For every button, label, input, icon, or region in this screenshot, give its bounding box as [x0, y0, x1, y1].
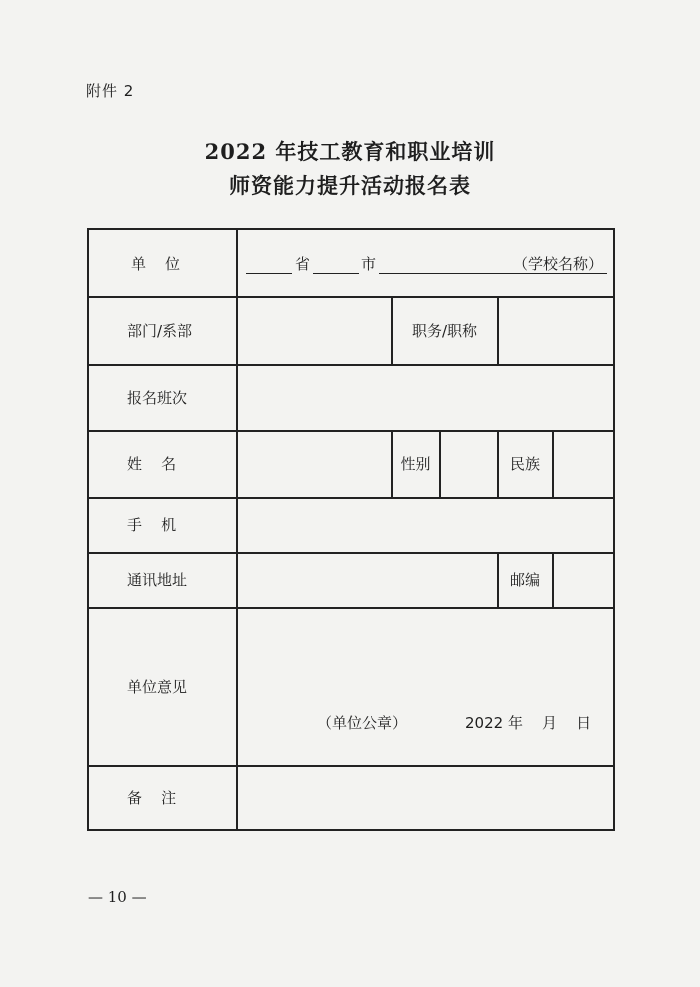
city-blank[interactable]	[313, 273, 359, 274]
mobile-field[interactable]	[237, 497, 613, 552]
postcode-field[interactable]	[553, 552, 613, 607]
document-title-line1: 2022 年技工教育和职业培训	[204, 139, 496, 164]
name-label: 姓 名	[127, 455, 177, 473]
page-number: — 10 —	[88, 888, 147, 906]
class-field[interactable]	[237, 364, 613, 430]
province-blank[interactable]	[246, 273, 292, 274]
department-field[interactable]	[237, 296, 391, 364]
gender-label: 性别	[400, 455, 431, 473]
postcode-label: 邮编	[509, 571, 540, 589]
city-suffix: 市	[361, 254, 377, 273]
registration-form-table	[87, 228, 615, 831]
remarks-label: 备 注	[127, 788, 177, 807]
address-label: 通讯地址	[127, 571, 188, 589]
date-text: 2022 年 月 日	[465, 713, 592, 732]
ethnicity-label: 民族	[509, 455, 540, 473]
opinion-field[interactable]	[237, 607, 613, 765]
ethnicity-field[interactable]	[553, 430, 613, 497]
opinion-label: 单位意见	[127, 677, 188, 696]
document-title-line2: 师资能力提升活动报名表	[229, 173, 471, 198]
attachment-label: 附件 2	[86, 82, 135, 100]
position-label: 职务/职称	[411, 321, 478, 340]
seal-label: （单位公章）	[317, 713, 408, 732]
gender-field[interactable]	[440, 430, 497, 497]
address-field[interactable]	[237, 552, 497, 607]
remarks-field[interactable]	[237, 765, 613, 829]
class-label: 报名班次	[127, 388, 188, 407]
unit-label: 单 位	[130, 254, 181, 273]
department-label: 部门/系部	[127, 321, 193, 340]
mobile-label: 手 机	[127, 516, 177, 534]
position-field[interactable]	[498, 296, 613, 364]
school-name-hint: （学校名称）	[513, 254, 604, 273]
province-suffix: 省	[295, 254, 311, 273]
name-field[interactable]	[237, 430, 391, 497]
